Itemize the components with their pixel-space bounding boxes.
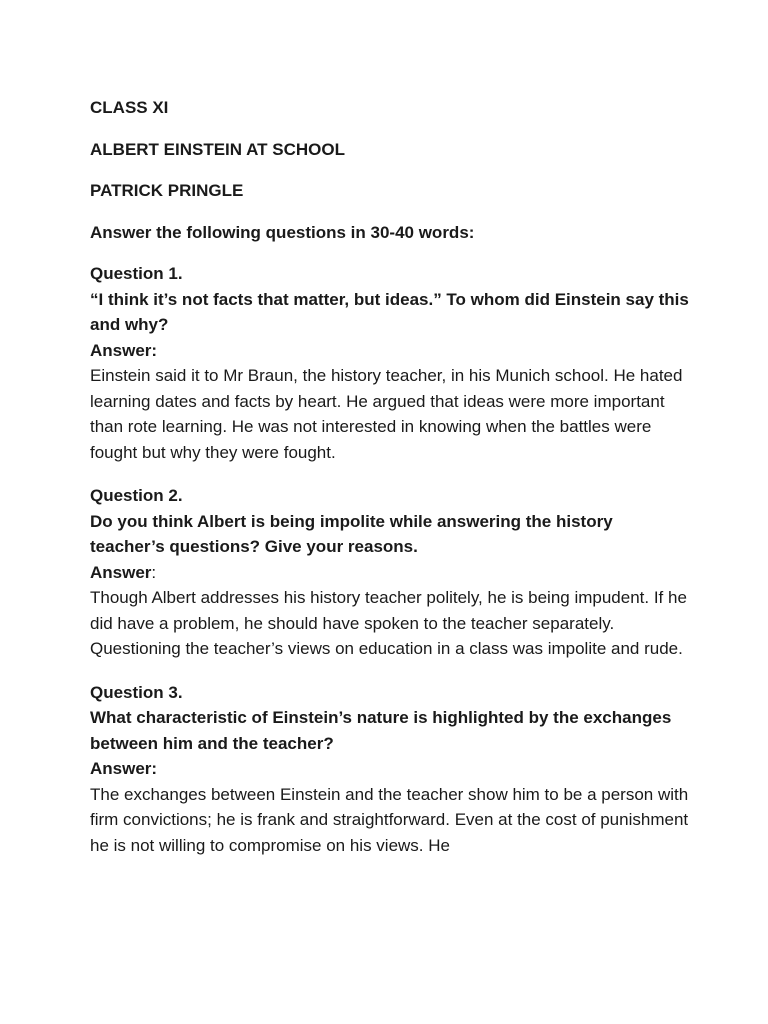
question-block-1 bbox=[90, 261, 690, 465]
question-label: Question 3. bbox=[90, 682, 183, 702]
answer-text: Though Albert addresses his history teacher politely, he is being impudent. If he did have a problem, he should have spoken to the teacher separately. Questioning the teacher’s views on education in a class was impolite and rude. bbox=[90, 588, 687, 658]
instruction-text: Answer the following questions in 30-40 words: bbox=[90, 222, 475, 242]
answer-label: Answer: bbox=[90, 759, 158, 778]
answer-label-line bbox=[90, 338, 690, 364]
answer-text: The exchanges between Einstein and the teacher show him to be a person with firm convictions; he is frank and straightforward. Even at the cost of punishment he is not willing to compromise on his views. He bbox=[90, 784, 689, 855]
answer-label: Answer bbox=[90, 562, 152, 582]
question-block-3 bbox=[90, 680, 690, 859]
class-heading: CLASS XI bbox=[90, 98, 169, 117]
answer-colon: : bbox=[151, 562, 157, 582]
answer-label-line bbox=[90, 560, 690, 586]
question-text: Do you think Albert is being impolite while answering the history teacher’s questions? Give your reasons. bbox=[90, 511, 613, 556]
question-block-2 bbox=[90, 483, 690, 662]
question-label: Question 2. bbox=[90, 486, 183, 505]
answer-label-line bbox=[90, 756, 690, 782]
question-text: What characteristic of Einstein’s nature is highlighted by the exchanges between him and the teacher? bbox=[90, 708, 672, 753]
chapter-title: ALBERT EINSTEIN AT SCHOOL bbox=[90, 139, 345, 159]
document-page bbox=[90, 95, 690, 876]
question-text: “I think it’s not facts that matter, but ideas.” To whom did Einstein say this and why? bbox=[90, 289, 689, 334]
answer-label: Answer: bbox=[90, 340, 158, 360]
author-name: PATRICK PRINGLE bbox=[90, 181, 244, 200]
question-label: Question 1. bbox=[90, 264, 183, 283]
answer-text: Einstein said it to Mr Braun, the history teacher, in his Munich school. He hated learning dates and facts by heart. He argued that ideas were more important than rote learning. He was not interested in knowing when the battles were fought but why they were fought. bbox=[90, 366, 683, 462]
